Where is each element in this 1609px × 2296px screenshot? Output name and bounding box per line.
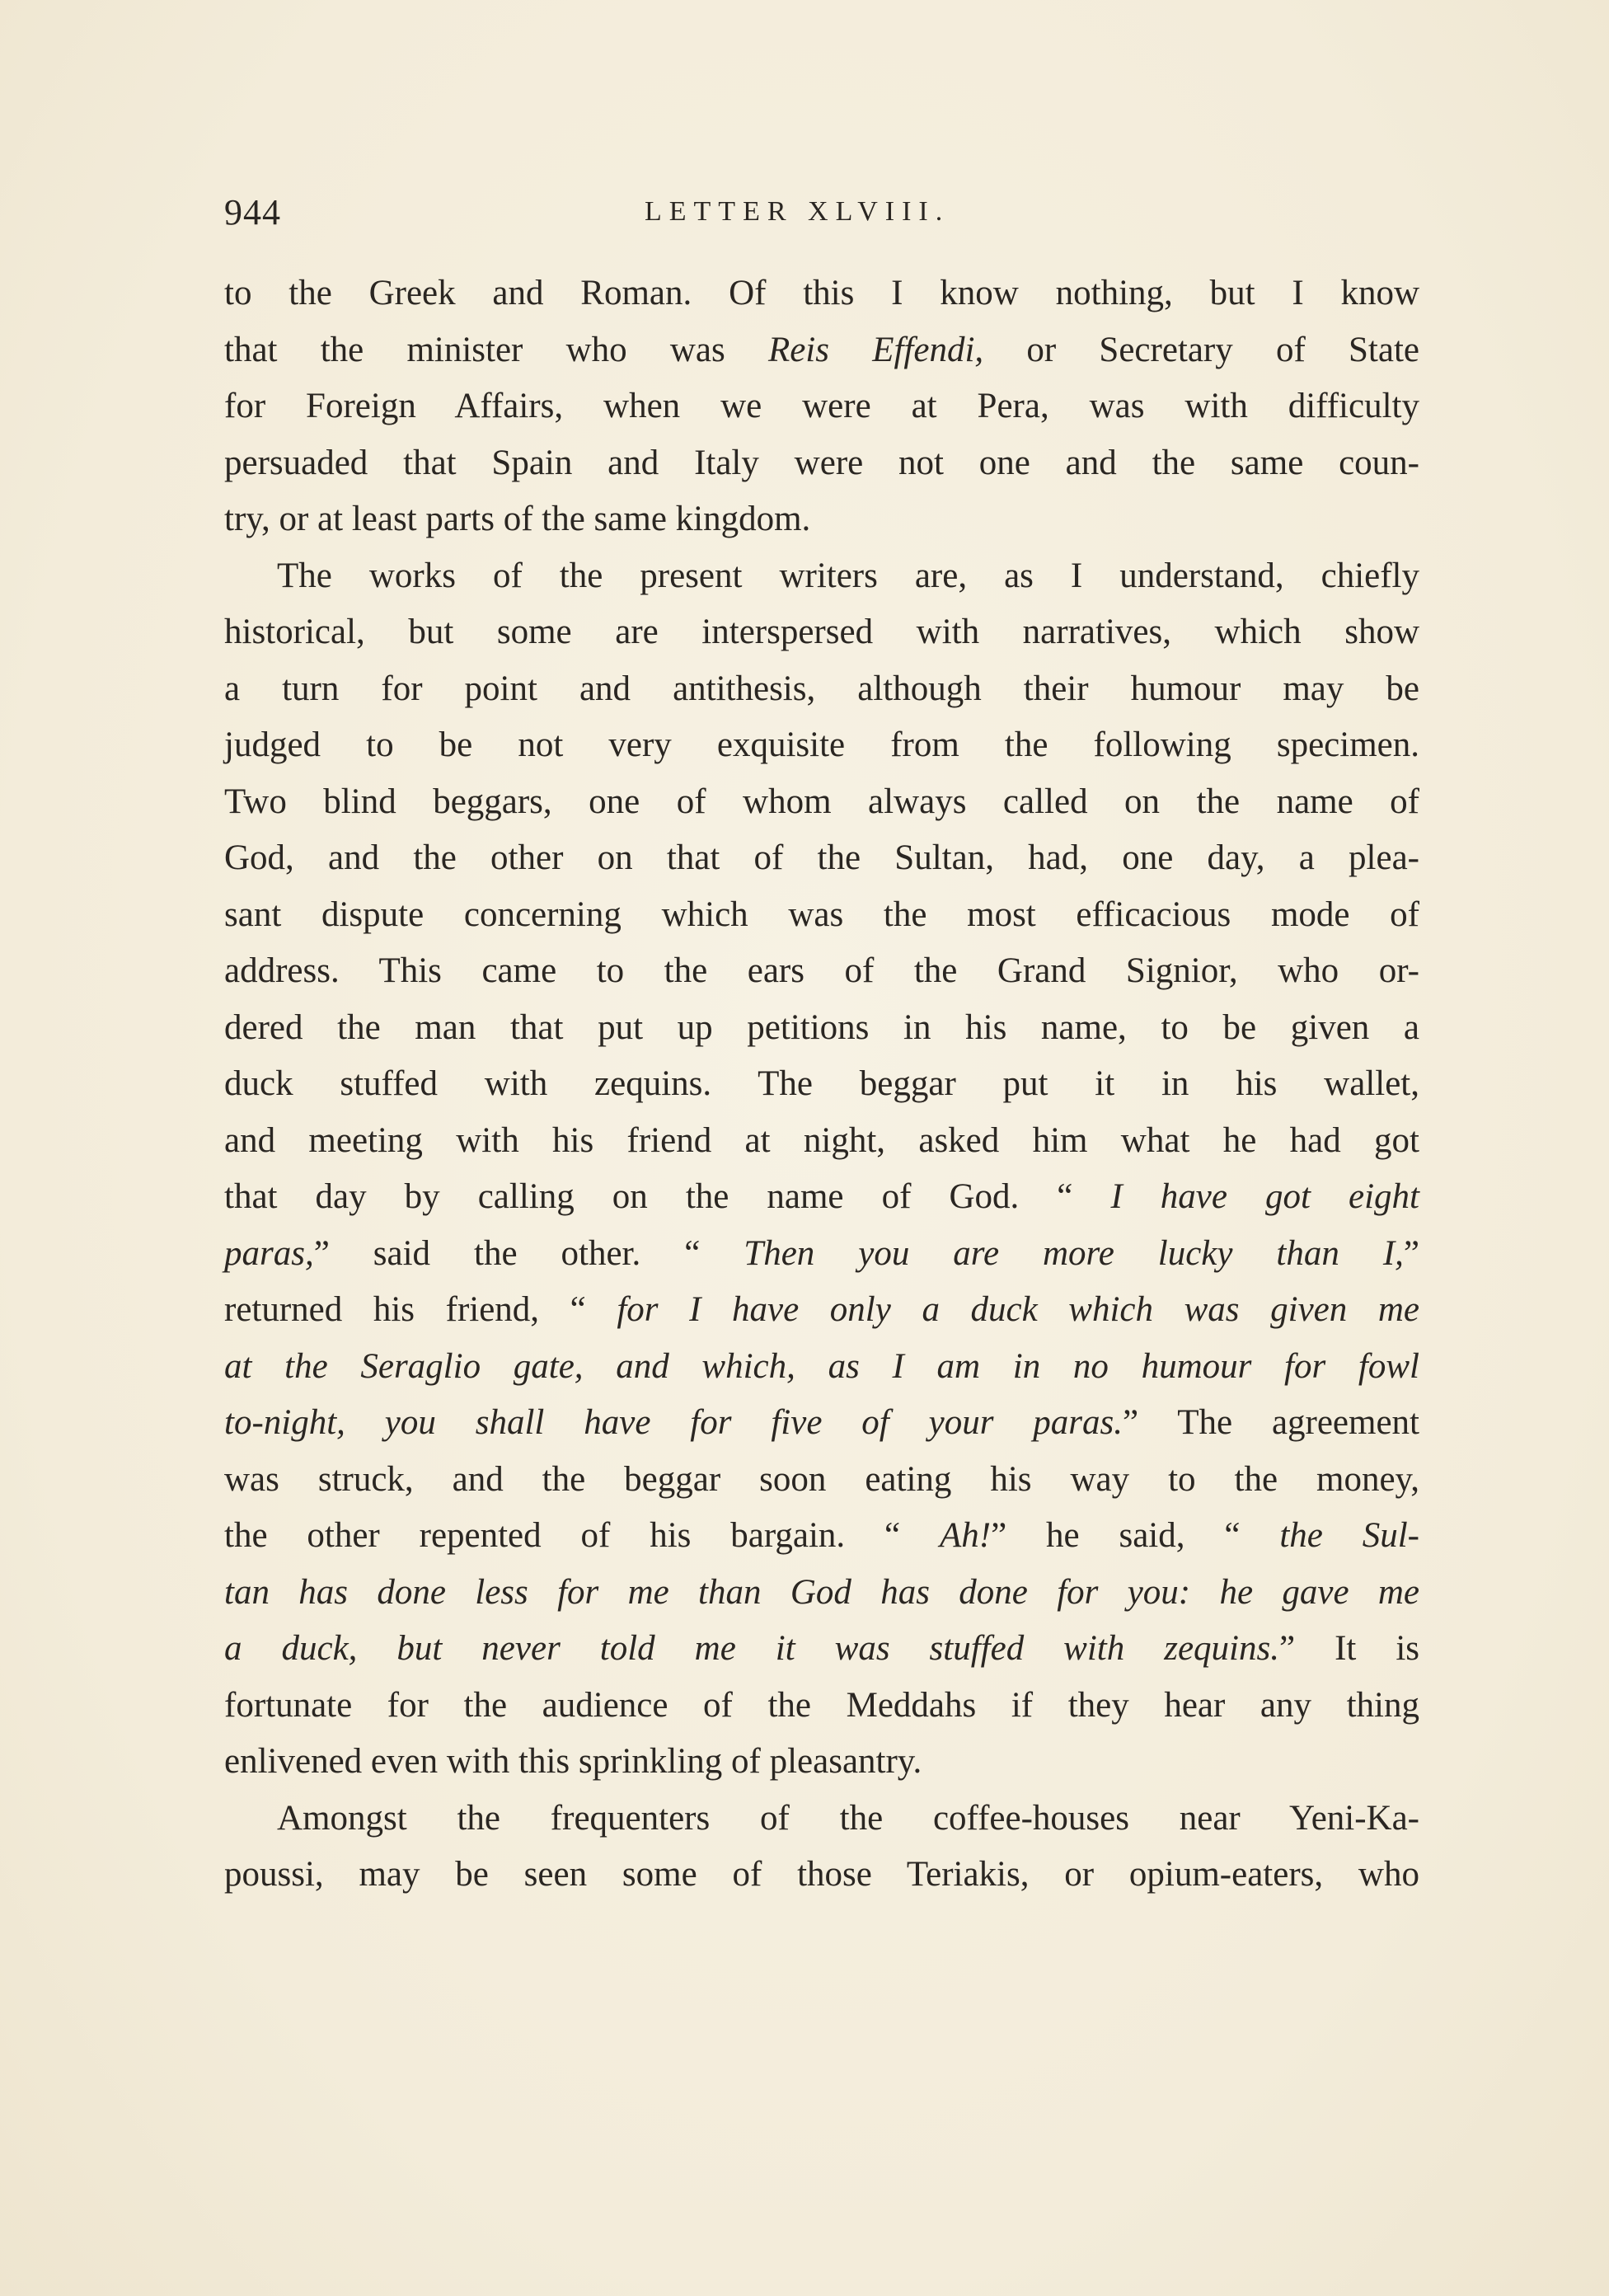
text-line [224, 1621, 1419, 1678]
text-line [224, 1565, 1419, 1622]
text-segment: ” It is [1279, 1629, 1419, 1668]
text-segment: ” said the other. “ [313, 1233, 744, 1273]
text-line [224, 1113, 1419, 1170]
text-segment: address. This came to the ears of the Grand Signior, who or- [224, 951, 1419, 990]
text-line [224, 491, 1419, 548]
text-line [224, 435, 1419, 492]
page-number: 944 [224, 192, 281, 232]
text-line [224, 661, 1419, 718]
text-segment: a turn for point and antithesis, although their humour may be [224, 669, 1419, 708]
italic-segment: Then you are more lucky than I, [744, 1233, 1404, 1273]
text-segment: historical, but some are interspersed with narratives, which show [224, 613, 1419, 651]
text-line [224, 378, 1419, 435]
text-line [224, 1508, 1419, 1565]
text-segment: ” The agreement [1123, 1403, 1419, 1442]
text-line [224, 1226, 1419, 1283]
text-segment: that day by calling on the name of God. “ [224, 1177, 1111, 1216]
text-segment: duck stuffed with zequins. The beggar put it in his wallet, [224, 1064, 1419, 1103]
text-line [224, 774, 1419, 831]
italic-segment: I have got eight [1110, 1177, 1420, 1216]
text-segment: The works of the present writers are, as I understand, chiefly [277, 556, 1419, 595]
text-segment: returned his friend, “ [224, 1290, 617, 1329]
text-line [224, 1791, 1419, 1848]
text-line [224, 1395, 1419, 1452]
italic-segment: paras, [224, 1233, 314, 1273]
body-text [224, 265, 1419, 1904]
text-line [224, 943, 1419, 1000]
text-segment: God, and the other on that of the Sultan, had, one day, a plea- [224, 838, 1419, 877]
text-segment: judged to be not very exquisite from the following specimen. [224, 725, 1419, 764]
text-line [224, 1000, 1419, 1057]
text-line [224, 265, 1419, 322]
italic-segment: a duck, but never told me it was stuffed with zequins. [224, 1629, 1279, 1668]
text-line [224, 1678, 1419, 1735]
text-line [224, 717, 1419, 774]
text-segment: and meeting with his friend at night, asked him what he had got [224, 1120, 1419, 1160]
italic-segment: the Sul- [1279, 1516, 1419, 1555]
text-line [224, 1734, 1419, 1791]
text-segment: ” he said, “ [991, 1516, 1280, 1555]
text-segment: fortunate for the audience of the Meddahs if they hear any thing [224, 1685, 1419, 1725]
running-head: LETTER XLVIII. [645, 196, 950, 227]
text-line [224, 1339, 1419, 1396]
text-line [224, 604, 1419, 661]
italic-segment: Ah! [939, 1516, 992, 1555]
italic-segment: at the Seraglio gate, and which, as I am in no humour for fowl [224, 1346, 1419, 1386]
text-segment: persuaded that Spain and Italy were not one and the same coun- [224, 443, 1419, 482]
text-segment: poussi, may be seen some of those Teriakis, or opium-eaters, who [224, 1855, 1419, 1894]
text-line [224, 1169, 1419, 1226]
italic-segment: to-night, you shall have for five of your paras. [224, 1403, 1123, 1442]
italic-segment: for I have only a duck which was given me [617, 1290, 1419, 1329]
italic-segment: Reis Effendi, [767, 330, 984, 369]
text-line [224, 830, 1419, 887]
text-segment: or Secretary of State [983, 330, 1419, 369]
text-segment: try, or at least parts of the same kingdom. [224, 500, 811, 538]
italic-segment: tan has done less for me than God has done for you: he gave me [224, 1572, 1419, 1612]
page-header [224, 191, 1419, 241]
text-segment: that the minister who was [224, 330, 768, 369]
text-segment: Two blind beggars, one of whom always called on the name of [224, 782, 1419, 821]
text-segment: dered the man that put up petitions in his name, to be given a [224, 1007, 1419, 1047]
text-segment: ” [1403, 1233, 1420, 1273]
text-segment: enlivened even with this sprinkling of pleasantry. [224, 1742, 922, 1781]
text-line [224, 1056, 1419, 1113]
text-line [224, 1452, 1419, 1509]
text-line [224, 1282, 1419, 1339]
text-segment: for Foreign Affairs, when we were at Pera, was with difficulty [224, 387, 1419, 425]
text-segment: was struck, and the beggar soon eating his way to the money, [224, 1459, 1419, 1499]
text-line [224, 887, 1419, 944]
text-line [224, 322, 1419, 379]
text-line [224, 548, 1419, 605]
text-segment: the other repented of his bargain. “ [224, 1516, 940, 1555]
text-line [224, 1847, 1419, 1904]
text-segment: sant dispute concerning which was the most efficacious mode of [224, 894, 1419, 934]
text-segment: to the Greek and Roman. Of this I know nothing, but I know [224, 274, 1419, 312]
text-segment: Amongst the frequenters of the coffee-houses near Yeni-Ka- [277, 1798, 1419, 1838]
